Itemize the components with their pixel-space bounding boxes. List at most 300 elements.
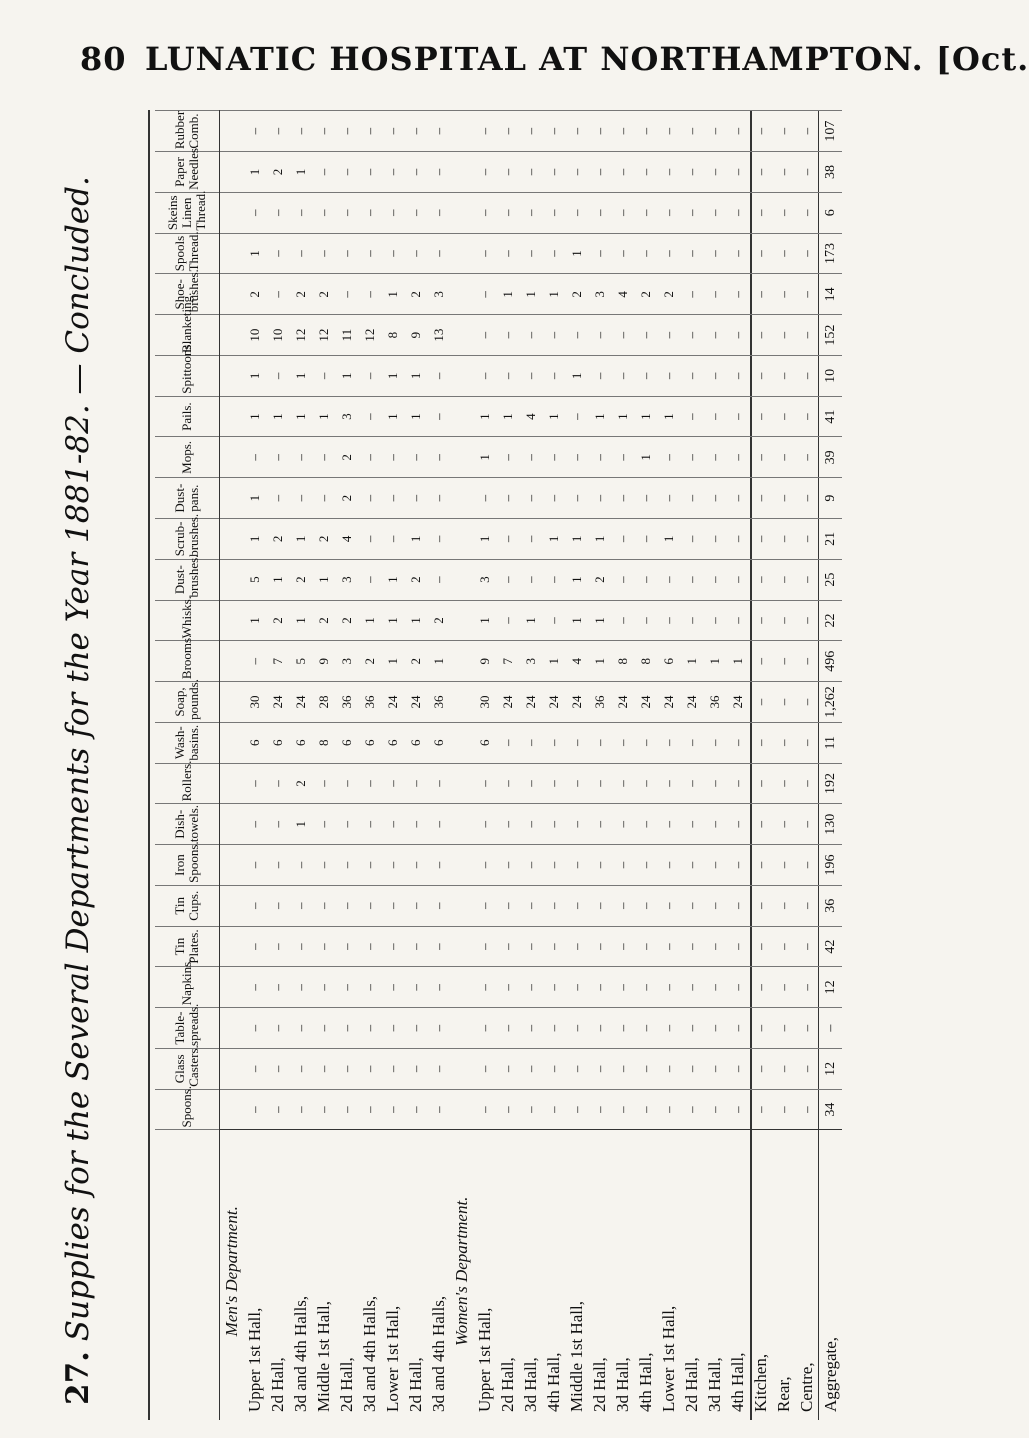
table-cell: – — [427, 926, 450, 967]
table-cell: – — [542, 967, 565, 1008]
table-cell: 1 — [611, 396, 634, 437]
table-cell — [220, 192, 244, 233]
page-number: 80 — [80, 40, 127, 78]
table-cell: 12 — [312, 315, 335, 356]
table-cell: 6 — [335, 722, 358, 763]
table-cell: – — [772, 926, 795, 967]
table-cell: 24 — [542, 682, 565, 723]
table-cell: 1 — [381, 355, 404, 396]
table-cell: – — [519, 1089, 542, 1130]
table-cell — [220, 274, 244, 315]
table-cell: – — [680, 355, 703, 396]
table-cell: – — [496, 763, 519, 804]
table-cell: – — [427, 355, 450, 396]
table-cell: – — [266, 478, 289, 519]
table-cell: – — [427, 559, 450, 600]
table-cell: 1 — [404, 519, 427, 560]
table-cell: – — [542, 315, 565, 356]
table-cell: – — [358, 1008, 381, 1049]
table-cell: – — [772, 1048, 795, 1089]
table-cell: 6 — [266, 722, 289, 763]
table-cell: 38 — [819, 152, 843, 193]
table-row — [680, 111, 703, 1421]
table-cell: 192 — [819, 763, 843, 804]
table-cell: 3 — [519, 641, 542, 682]
table-cell: – — [680, 437, 703, 478]
table-cell — [220, 804, 244, 845]
table-cell: – — [335, 763, 358, 804]
table-cell: – — [680, 967, 703, 1008]
table-cell: – — [657, 1048, 680, 1089]
table-cell: – — [473, 152, 496, 193]
table-cell: 1 — [703, 641, 726, 682]
table-cell: – — [473, 355, 496, 396]
table-cell: 4 — [519, 396, 542, 437]
table-cell: – — [680, 804, 703, 845]
table-cell: – — [542, 355, 565, 396]
table-cell: – — [680, 845, 703, 886]
table-cell: – — [565, 192, 588, 233]
table-cell: 7 — [266, 641, 289, 682]
table-cell: – — [795, 763, 819, 804]
table-cell: 3 — [335, 559, 358, 600]
table-cell: 2 — [266, 519, 289, 560]
table-cell: – — [588, 1048, 611, 1089]
table-cell — [450, 478, 473, 519]
table-cell: – — [542, 437, 565, 478]
table-cell — [220, 559, 244, 600]
table-cell — [450, 192, 473, 233]
table-cell: – — [381, 1089, 404, 1130]
row-label: Centre, — [795, 1130, 819, 1420]
table-cell: – — [496, 437, 519, 478]
table-cell: – — [358, 804, 381, 845]
table-cell — [450, 437, 473, 478]
table-cell: – — [657, 559, 680, 600]
table-cell: – — [565, 926, 588, 967]
table-cell: 36 — [703, 682, 726, 723]
table-cell: 1 — [358, 600, 381, 641]
table-cell: – — [312, 967, 335, 1008]
table-cell: – — [703, 1008, 726, 1049]
table-cell: – — [749, 722, 772, 763]
table-cell: – — [749, 885, 772, 926]
table-cell: – — [496, 845, 519, 886]
table-cell: – — [772, 233, 795, 274]
table-cell: – — [680, 559, 703, 600]
table-cell: 24 — [657, 682, 680, 723]
table-cell: – — [519, 355, 542, 396]
table-cell: – — [634, 967, 657, 1008]
table-cell: – — [542, 885, 565, 926]
table-cell: – — [404, 1048, 427, 1089]
table-cell: – — [726, 845, 749, 886]
table-cell: – — [243, 967, 266, 1008]
table-cell: – — [634, 478, 657, 519]
table-cell — [220, 763, 244, 804]
column-header: Rubber Comb. — [155, 111, 220, 152]
table-cell: 1 — [427, 641, 450, 682]
table-cell: – — [565, 396, 588, 437]
table-cell: – — [726, 274, 749, 315]
table-row — [358, 111, 381, 1421]
table-cell: – — [749, 600, 772, 641]
table-cell: – — [703, 1089, 726, 1130]
table-cell — [450, 519, 473, 560]
row-label: Upper 1st Hall, — [473, 1130, 496, 1420]
table-cell: – — [795, 845, 819, 886]
table-cell: 1 — [243, 233, 266, 274]
department-heading: Men's Department. — [220, 1130, 244, 1420]
table-cell: – — [795, 926, 819, 967]
table-cell: – — [496, 600, 519, 641]
column-header: Mops. — [155, 437, 220, 478]
table-cell: – — [588, 967, 611, 1008]
table-cell: – — [726, 559, 749, 600]
table-cell: – — [588, 1008, 611, 1049]
table-cell: 4 — [335, 519, 358, 560]
table-cell: – — [611, 845, 634, 886]
table-cell: 34 — [819, 1089, 843, 1130]
table-cell: – — [611, 519, 634, 560]
table-cell: 9 — [473, 641, 496, 682]
table-cell: – — [680, 1008, 703, 1049]
table-cell: 1 — [404, 600, 427, 641]
table-cell: 1 — [473, 519, 496, 560]
table-row — [542, 111, 565, 1421]
table-cell: – — [772, 355, 795, 396]
table-cell: – — [749, 845, 772, 886]
table-cell: – — [611, 600, 634, 641]
table-cell: 2 — [335, 437, 358, 478]
table-cell: – — [749, 478, 772, 519]
table-cell: – — [243, 111, 266, 152]
table-cell — [450, 600, 473, 641]
row-label: 4th Hall, — [634, 1130, 657, 1420]
table-cell: – — [358, 519, 381, 560]
table-cell: – — [496, 1008, 519, 1049]
column-header: Rollers. — [155, 763, 220, 804]
table-cell: – — [266, 804, 289, 845]
table-cell: – — [266, 1008, 289, 1049]
table-cell: – — [496, 478, 519, 519]
table-cell: 24 — [726, 682, 749, 723]
table-cell: – — [289, 885, 312, 926]
table-cell: 1 — [243, 355, 266, 396]
column-header: Spools Thread. — [155, 233, 220, 274]
table-cell: 24 — [289, 682, 312, 723]
table-cell — [450, 396, 473, 437]
table-cell: 1 — [473, 396, 496, 437]
table-cell: – — [358, 1089, 381, 1130]
table-cell: – — [749, 559, 772, 600]
table-cell: – — [749, 111, 772, 152]
table-cell: – — [542, 478, 565, 519]
table-cell: – — [381, 885, 404, 926]
table-cell: – — [496, 722, 519, 763]
section-title — [60, 125, 96, 1405]
table-cell: – — [519, 152, 542, 193]
table-cell: – — [496, 885, 519, 926]
table-cell — [450, 722, 473, 763]
table-cell: – — [519, 519, 542, 560]
table-cell: – — [657, 722, 680, 763]
table-cell: – — [657, 233, 680, 274]
table-cell: – — [611, 315, 634, 356]
table-cell — [220, 1048, 244, 1089]
table-cell: – — [634, 926, 657, 967]
table-cell: – — [657, 845, 680, 886]
table-cell: – — [427, 519, 450, 560]
table-cell: – — [381, 1048, 404, 1089]
column-header: Scrub-brushes. — [155, 519, 220, 560]
table-cell: 2 — [312, 274, 335, 315]
table-cell: – — [289, 1089, 312, 1130]
row-label: 4th Hall, — [726, 1130, 749, 1420]
table-cell: – — [289, 926, 312, 967]
table-cell: – — [795, 274, 819, 315]
table-cell: 1 — [496, 396, 519, 437]
table-cell: 1 — [726, 641, 749, 682]
table-cell: – — [519, 1008, 542, 1049]
table-cell: – — [427, 885, 450, 926]
table-cell: 9 — [312, 641, 335, 682]
table-cell: – — [565, 1048, 588, 1089]
table-cell — [220, 641, 244, 682]
table-cell: – — [358, 1048, 381, 1089]
table-cell: 1 — [289, 355, 312, 396]
row-label: 2d Hall, — [404, 1130, 427, 1420]
table-row — [289, 111, 312, 1421]
table-cell: – — [588, 355, 611, 396]
table-cell — [220, 885, 244, 926]
table-cell: – — [519, 926, 542, 967]
table-cell: – — [772, 274, 795, 315]
table-cell: – — [795, 1048, 819, 1089]
table-cell: 1 — [634, 396, 657, 437]
table-cell: – — [680, 274, 703, 315]
table-cell: 496 — [819, 641, 843, 682]
table-cell: – — [289, 233, 312, 274]
table-cell: – — [496, 1089, 519, 1130]
table-cell: 2 — [404, 641, 427, 682]
table-cell: – — [634, 722, 657, 763]
table-cell: 2 — [565, 274, 588, 315]
table-cell: 3 — [335, 641, 358, 682]
table-cell: – — [680, 600, 703, 641]
table-cell: – — [404, 885, 427, 926]
table-cell: – — [657, 437, 680, 478]
table-cell: – — [726, 152, 749, 193]
row-label: Rear, — [772, 1130, 795, 1420]
table-cell: – — [404, 763, 427, 804]
table-cell: 1 — [312, 559, 335, 600]
table-cell: – — [404, 804, 427, 845]
table-cell: – — [726, 519, 749, 560]
table-cell: 11 — [819, 722, 843, 763]
table-cell: 6 — [427, 722, 450, 763]
table-cell: – — [611, 722, 634, 763]
table-cell: – — [358, 192, 381, 233]
table-cell — [450, 967, 473, 1008]
table-cell: 2 — [404, 274, 427, 315]
table-cell: – — [657, 152, 680, 193]
table-cell: – — [358, 355, 381, 396]
table-cell: – — [611, 1008, 634, 1049]
table-cell: – — [427, 111, 450, 152]
table-cell: – — [726, 1089, 749, 1130]
table-cell: – — [519, 804, 542, 845]
table-cell: 24 — [680, 682, 703, 723]
table-cell: – — [611, 967, 634, 1008]
table-cell: – — [473, 1089, 496, 1130]
table-cell: – — [795, 722, 819, 763]
table-cell: – — [772, 396, 795, 437]
table-cell: – — [611, 152, 634, 193]
table-cell: – — [634, 804, 657, 845]
table-cell: 1 — [243, 519, 266, 560]
table-cell: 1 — [565, 233, 588, 274]
table-cell: – — [588, 152, 611, 193]
table-row — [703, 111, 726, 1421]
table-cell: – — [427, 763, 450, 804]
table-cell: – — [772, 111, 795, 152]
table-cell: – — [312, 885, 335, 926]
table-cell: – — [404, 967, 427, 1008]
table-row — [634, 111, 657, 1421]
row-label: 3d and 4th Halls, — [427, 1130, 450, 1420]
table-cell: – — [726, 1048, 749, 1089]
table-cell: 2 — [588, 559, 611, 600]
column-header: Dust-brushes. — [155, 559, 220, 600]
table-cell: – — [289, 1048, 312, 1089]
table-cell: 3 — [335, 396, 358, 437]
table-cell: – — [427, 437, 450, 478]
row-label: Middle 1st Hall, — [565, 1130, 588, 1420]
row-label: 4th Hall, — [542, 1130, 565, 1420]
table-cell: – — [358, 845, 381, 886]
table-cell: – — [634, 192, 657, 233]
table-cell: – — [335, 1048, 358, 1089]
table-cell: – — [795, 478, 819, 519]
table-cell: – — [381, 926, 404, 967]
table-cell: – — [312, 111, 335, 152]
table-cell: – — [703, 559, 726, 600]
table-cell: – — [312, 804, 335, 845]
table-cell: – — [703, 600, 726, 641]
table-cell: – — [772, 600, 795, 641]
table-cell: – — [496, 192, 519, 233]
table-cell: – — [634, 885, 657, 926]
table-cell: – — [542, 152, 565, 193]
table-row — [611, 111, 634, 1421]
table-row — [772, 111, 795, 1421]
table-cell: – — [496, 233, 519, 274]
table-cell: 1 — [542, 396, 565, 437]
table-cell: 1 — [634, 437, 657, 478]
table-cell — [220, 478, 244, 519]
table-frame-left — [148, 110, 150, 1420]
table-cell: – — [542, 722, 565, 763]
table-cell: – — [749, 315, 772, 356]
table-cell: – — [795, 1089, 819, 1130]
table-cell — [450, 763, 473, 804]
table-cell: 1 — [542, 274, 565, 315]
table-cell: – — [772, 192, 795, 233]
table-cell: 8 — [381, 315, 404, 356]
table-cell — [220, 926, 244, 967]
table-cell: – — [749, 763, 772, 804]
table-cell: – — [266, 274, 289, 315]
table-cell: – — [795, 111, 819, 152]
table-cell: 173 — [819, 233, 843, 274]
table-cell: 1 — [335, 355, 358, 396]
row-label: Lower 1st Hall, — [381, 1130, 404, 1420]
table-cell: – — [657, 192, 680, 233]
table-cell: – — [243, 763, 266, 804]
row-label: 3d and 4th Halls, — [289, 1130, 312, 1420]
table-cell: – — [266, 233, 289, 274]
table-cell: 2 — [335, 478, 358, 519]
row-label: 2d Hall, — [266, 1130, 289, 1420]
table-cell: – — [795, 355, 819, 396]
table-cell: – — [266, 885, 289, 926]
table-cell: – — [519, 845, 542, 886]
table-cell — [450, 1089, 473, 1130]
table-cell: – — [427, 233, 450, 274]
table-cell: 2 — [404, 559, 427, 600]
table-cell: 1 — [588, 396, 611, 437]
table-cell: – — [312, 437, 335, 478]
table-cell: 1 — [565, 519, 588, 560]
table-cell: – — [312, 478, 335, 519]
table-cell: – — [772, 804, 795, 845]
table-cell: 3 — [427, 274, 450, 315]
table-cell: – — [611, 1048, 634, 1089]
table-cell — [220, 682, 244, 723]
table-cell: – — [772, 315, 795, 356]
column-header: Shoe-brushes. — [155, 274, 220, 315]
table-cell: – — [588, 1089, 611, 1130]
table-cell: – — [335, 192, 358, 233]
table-cell: – — [473, 111, 496, 152]
table-cell: 1 — [404, 396, 427, 437]
table-cell: – — [703, 396, 726, 437]
table-cell: 1 — [473, 600, 496, 641]
table-cell: – — [243, 1089, 266, 1130]
table-cell: – — [772, 559, 795, 600]
table-cell: – — [611, 437, 634, 478]
table-cell: – — [634, 315, 657, 356]
table-cell: – — [358, 559, 381, 600]
table-row — [496, 111, 519, 1421]
table-cell: – — [473, 274, 496, 315]
table-cell: 22 — [819, 600, 843, 641]
table-cell: – — [565, 845, 588, 886]
table-cell: – — [266, 1048, 289, 1089]
table-cell: – — [657, 763, 680, 804]
table-row — [726, 111, 749, 1421]
table-cell: – — [726, 926, 749, 967]
department-heading: Women's Department. — [450, 1130, 473, 1420]
table-cell: – — [749, 682, 772, 723]
table-cell: 12 — [289, 315, 312, 356]
table-cell: – — [565, 111, 588, 152]
table-cell: 1 — [266, 396, 289, 437]
table-cell: – — [726, 437, 749, 478]
table-cell — [220, 315, 244, 356]
table-cell: – — [726, 396, 749, 437]
